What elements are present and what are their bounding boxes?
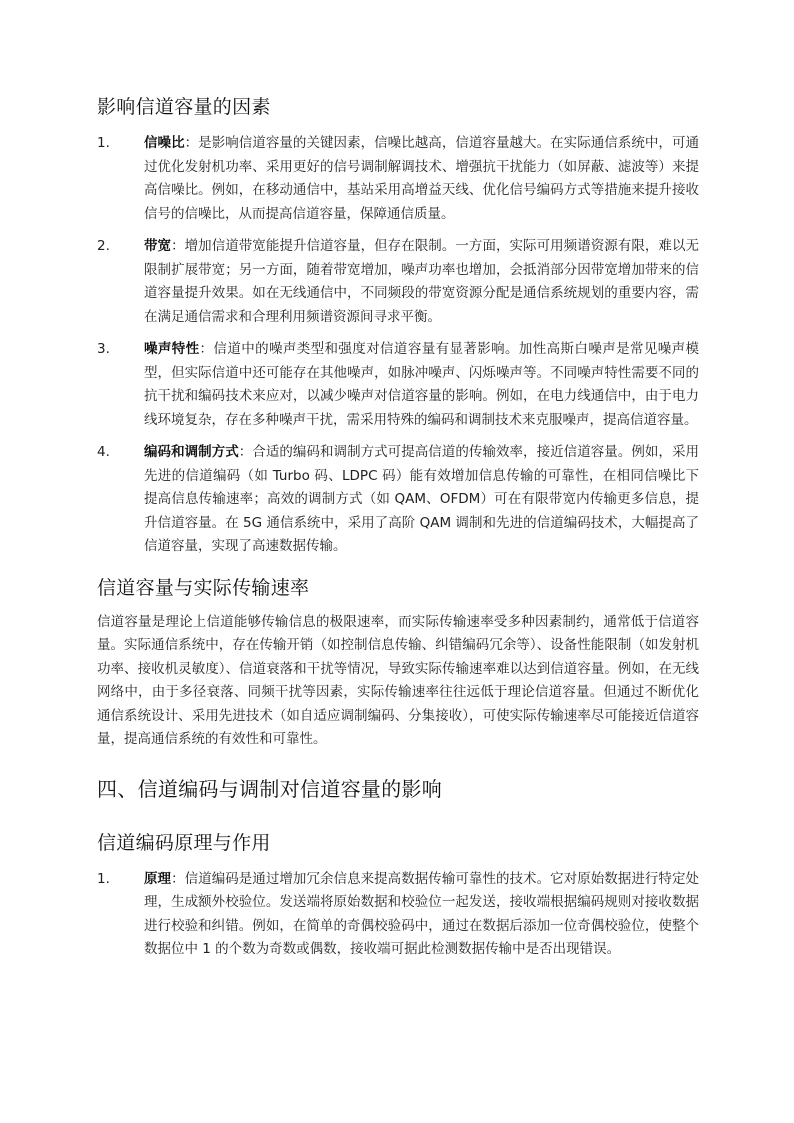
item-term: 带宽 — [144, 238, 172, 254]
item-term: 噪声特性 — [144, 341, 200, 357]
list-number: 1. — [97, 135, 110, 151]
factors-list — [97, 132, 699, 559]
list-item-text — [144, 868, 699, 962]
chapter-heading: 四、信道编码与调制对信道容量的影响 — [97, 776, 443, 801]
list-item — [97, 338, 699, 432]
list-item — [97, 441, 699, 559]
list-item-text — [144, 132, 699, 226]
item-description: ：增加信道带宽能提升信道容量，但存在限制。一方面，实际可用频谱资源有限，难以无限制扩展带宽；另一方面，随着带宽增加，噪声功率也增加，会抵消部分因带宽增加带来的信道容量提升效果。如在无线通信中，不同频段的带宽资源分配是通信系统规划的重要内容，需在满足通信需求和合理利用频谱资源间寻求平衡。 — [144, 238, 700, 325]
section-heading-coding: 信道编码原理与作用 — [97, 831, 271, 854]
item-description: ：合适的编码和调制方式可提高信道的传输效率，接近信道容量。例如，采用先进的信道编码（如 Turbo 码、LDPC 码）能有效增加信息传输的可靠性，在相同信噪比下提高信息传输速率；高效的调制方式（如 QAM、OFDM）可在有限带宽内传输更多信息，提升信道容量。在 5G 通信系统中，采用了高阶 QAM 调制和先进的信道编码技术，大幅提高了信道容量，实现了高速数据传输。 — [144, 444, 700, 554]
list-item-text — [144, 235, 699, 329]
list-number: 2. — [97, 238, 110, 254]
list-number: 3. — [97, 341, 110, 357]
section-heading-rate: 信道容量与实际传输速率 — [97, 576, 310, 599]
list-item — [97, 235, 699, 329]
list-item-text — [144, 338, 699, 432]
document-content — [97, 92, 699, 971]
section-heading-factors: 影响信道容量的因素 — [97, 96, 271, 118]
list-item-text — [144, 441, 699, 559]
item-term: 编码和调制方式 — [144, 444, 239, 460]
list-number: 1. — [97, 870, 110, 887]
list-number: 4. — [97, 444, 110, 460]
body-paragraph: 信道容量是理论上信道能够传输信息的极限速率，而实际传输速率受多种因素制约，通常低于信道容量。实际通信系统中，存在传输开销（如控制信息传输、纠错编码冗余等）、设备性能限制（如发射机功率、接收机灵敏度）、信道衰落和干扰等情况，导致实际传输速率难以达到信道容量。例如，在无线网络中，由于多径衰落、同频干扰等因素，实际传输速率往往远低于理论信道容量。但通过不断优化通信系统设计、采用先进技术（如自适应调制编码、分集接收），可使实际传输速率尽可能接近信道容量，提高通信系统的有效性和可靠性。 — [97, 613, 699, 747]
item-description: ：信道编码是通过增加冗余信息来提高数据传输可靠性的技术。它对原始数据进行特定处理，生成额外校验位。发送端将原始数据和校验位一起发送，接收端根据编码规则对接收数据进行校验和纠错。例如，在简单的奇偶校验码中，通过在数据后添加一位奇偶校验位，使整个数据位中 1 的个数为奇数或偶数，接收端可据此检测数据传输中是否出现错误。 — [144, 870, 700, 957]
item-term: 原理 — [144, 870, 172, 887]
list-item — [97, 868, 699, 962]
list-item — [97, 132, 699, 226]
item-description: ：信道中的噪声类型和强度对信道容量有显著影响。加性高斯白噪声是常见噪声模型，但实际信道中还可能存在其他噪声，如脉冲噪声、闪烁噪声等。不同噪声特性需要不同的抗干扰和编码技术来应对，以减少噪声对信道容量的影响。例如，在电力线通信中，由于电力线环境复杂，存在多种噪声干扰，需采用特殊的编码和调制技术来克服噪声，提高信道容量。 — [144, 341, 700, 428]
item-description: ：是影响信道容量的关键因素，信噪比越高，信道容量越大。在实际通信系统中，可通过优化发射机功率、采用更好的信号调制解调技术、增强抗干扰能力（如屏蔽、滤波等）来提高信噪比。例如，在移动通信中，基站采用高增益天线、优化信号编码方式等措施来提升接收信号的信噪比，从而提高信道容量，保障通信质量。 — [144, 135, 700, 222]
coding-list — [97, 868, 699, 962]
item-term: 信噪比 — [144, 135, 185, 151]
